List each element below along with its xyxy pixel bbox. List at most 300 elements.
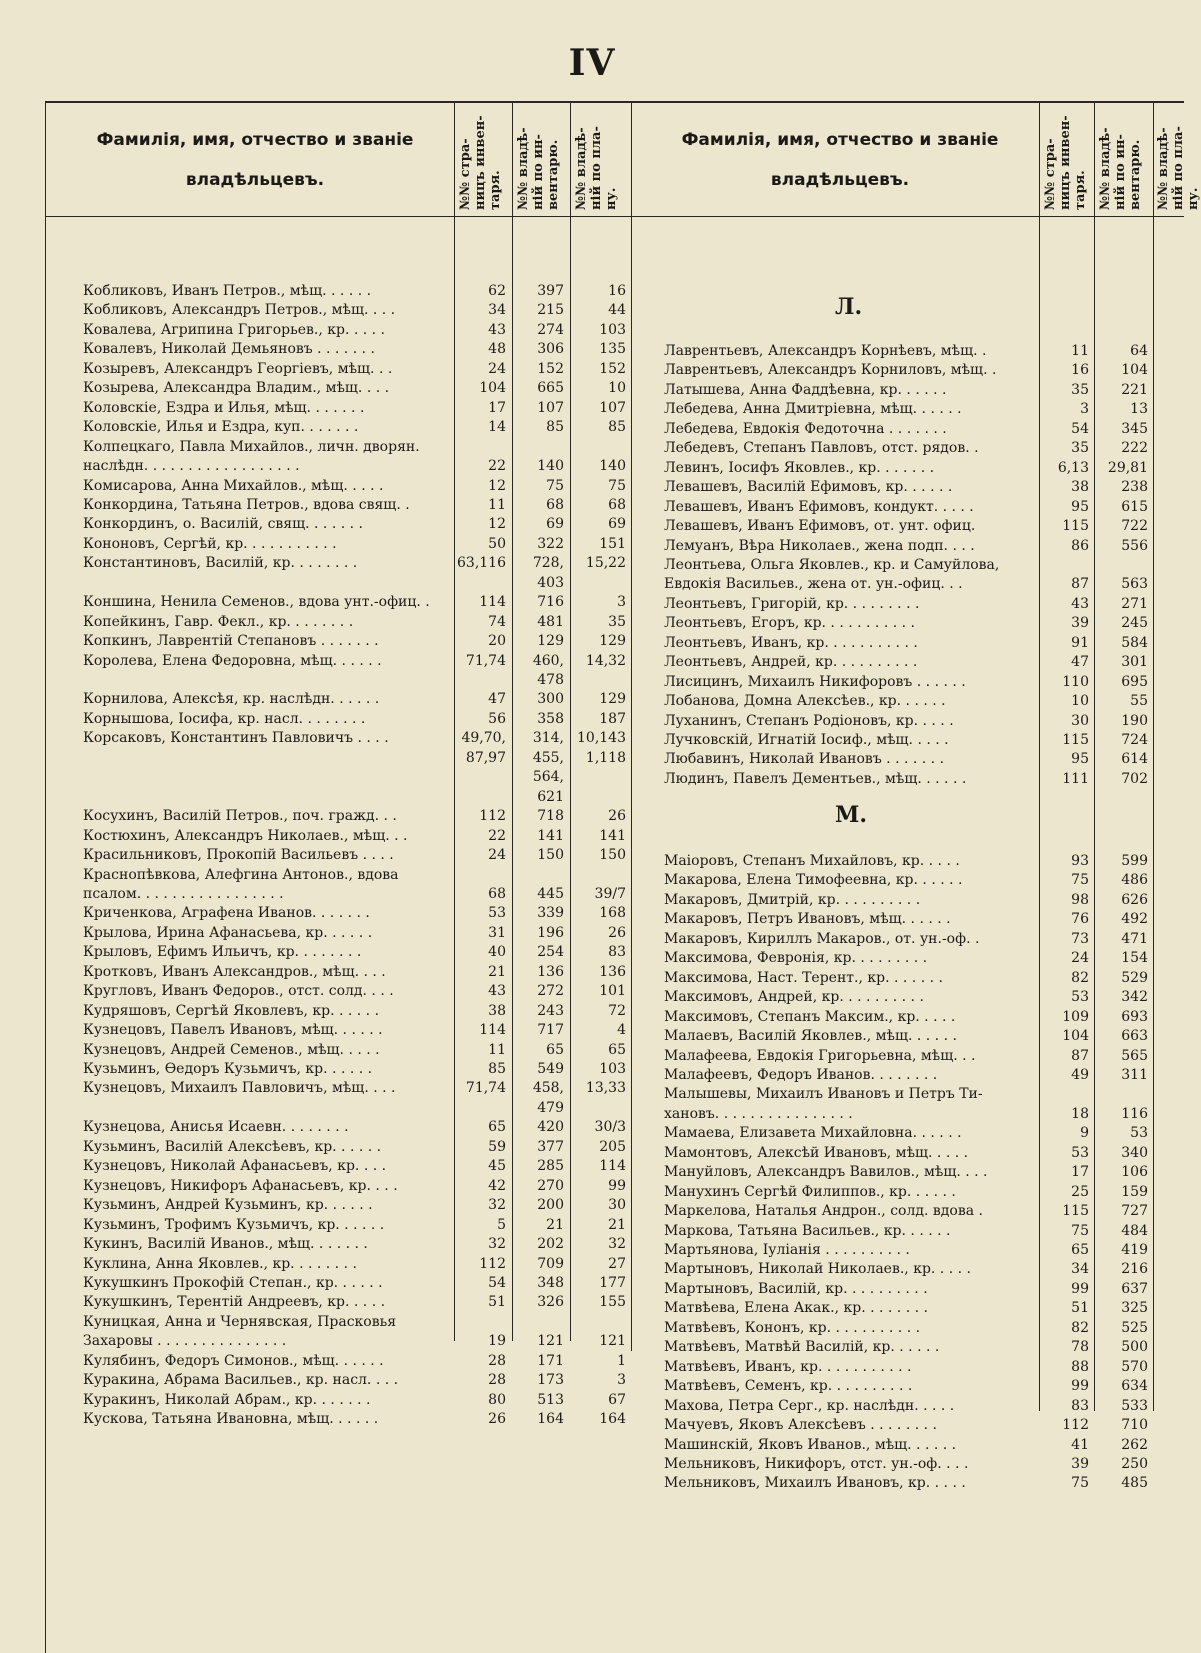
inventory-holding-number: 216 — [1121, 1261, 1148, 1278]
inventory-holding-number: 445 — [537, 885, 564, 902]
owner-name: Козырева, Александра Владим., мѣщ. . . . — [83, 380, 390, 397]
plan-holding-number: 136 — [599, 963, 626, 980]
inventory-holding-number: 272 — [537, 983, 564, 1000]
inventory-holding-number: 13 — [1130, 401, 1148, 418]
inventory-holding-number: 322 — [537, 535, 564, 552]
owner-name: Кузьминъ, Василій Алексѣевъ, кр. . . . . . — [83, 1138, 382, 1155]
inventory-holding-number: 262 — [1121, 1436, 1148, 1453]
inventory-holding-number: 342 — [1121, 989, 1148, 1006]
owner-name: Кобликовъ, Иванъ Петров., мѣщ. . . . . . — [83, 283, 372, 299]
inventory-holding-number: 274 — [537, 321, 564, 338]
inventory-page-number: 9 — [1080, 1125, 1089, 1142]
owner-name: Константиновъ, Василій, кр. . . . . . . . — [83, 555, 358, 572]
inventory-holding-number: 481 — [537, 613, 564, 630]
inventory-page-number: 53 — [1071, 989, 1089, 1006]
inventory-holding-number: 397 — [537, 283, 564, 299]
inventory-holding-number: 460, — [532, 652, 564, 669]
inventory-holding-number: 615 — [1121, 498, 1148, 515]
plan-holding-number: 103 — [599, 321, 626, 338]
inventory-page-number: 42 — [488, 1177, 506, 1194]
inventory-page-number: 30 — [1071, 712, 1089, 729]
owner-name: Людинъ, Павелъ Дементьев., мѣщ. . . . . . — [664, 770, 967, 787]
inventory-holding-number: 202 — [537, 1236, 564, 1253]
owner-name: Манухинъ Сергѣй Филиппов., кр. . . . . . — [664, 1183, 956, 1200]
plan-holding-number: 75 — [608, 477, 626, 494]
owner-name: Маіоровъ, Степанъ Михайловъ, кр. . . . . — [664, 853, 960, 869]
owner-name: Макаровъ, Петръ Ивановъ, мѣщ. . . . . . — [664, 911, 951, 928]
inventory-holding-number: 693 — [1121, 1008, 1148, 1025]
owner-name: Малафеевъ, Федоръ Иванов. . . . . . . . — [664, 1066, 938, 1083]
inventory-holding-number: 326 — [537, 1294, 564, 1311]
inventory-page-number: 39 — [1071, 1455, 1089, 1472]
inventory-holding-number: 339 — [537, 905, 564, 922]
owner-name: наслѣдн. . . . . . . . . . . . . . . . . . — [83, 458, 300, 475]
plan-holding-number: 72 — [608, 1002, 626, 1019]
inventory-page-number: 53 — [488, 905, 506, 922]
inventory-holding-number: 695 — [1121, 673, 1148, 690]
inventory-page-number: 110 — [1062, 673, 1089, 690]
inventory-page-number: 111 — [1062, 770, 1089, 787]
inventory-holding-number: 584 — [1121, 634, 1148, 651]
owner-name: Конкордина, Татьяна Петров., вдова свящ. . — [83, 496, 410, 513]
plan-holding-number: 15,22 — [585, 555, 626, 572]
inventory-holding-number: 340 — [1121, 1144, 1148, 1161]
inventory-holding-number: 717 — [537, 1022, 564, 1039]
inventory-holding-number: 106 — [1121, 1164, 1148, 1181]
inventory-page-number: 114 — [479, 594, 506, 611]
plan-holding-number: 85 — [608, 419, 626, 436]
owner-name: Левашевъ, Иванъ Ефимовъ, от. унт. офиц. — [664, 518, 976, 535]
inventory-holding-number: 564, — [532, 769, 564, 786]
inventory-holding-number: 159 — [1121, 1183, 1148, 1200]
inventory-holding-number: 301 — [1121, 654, 1148, 671]
owner-name: Коловскіе, Илья и Ездра, куп. . . . . . . — [83, 419, 359, 436]
inventory-page-number: 34 — [488, 302, 506, 319]
inventory-page-number: 17 — [1071, 1164, 1089, 1181]
inventory-holding-number: 245 — [1121, 615, 1148, 632]
inventory-holding-number: 702 — [1121, 770, 1148, 787]
plan-holding-number: 10,143 — [577, 730, 626, 747]
plan-holding-number: 83 — [608, 944, 626, 961]
section-letter-l: Л. — [835, 294, 863, 320]
owner-name: Мельниковъ, Никифоръ, отст. ун.-оф. . . . — [664, 1455, 969, 1472]
inventory-page-number: 43 — [488, 321, 506, 338]
inventory-holding-number: 533 — [1121, 1397, 1148, 1414]
inventory-page-number: 88 — [1071, 1358, 1089, 1375]
inventory-page-number: 75 — [1071, 1222, 1089, 1239]
inventory-page-number: 32 — [488, 1197, 506, 1214]
inventory-page-number: 71,74 — [465, 652, 506, 669]
plan-holding-number: 1 — [617, 1352, 626, 1369]
owner-name: Костюхинъ, Александръ Николаев., мѣщ. . . — [83, 827, 408, 844]
inventory-holding-number: 525 — [1121, 1319, 1148, 1336]
owner-name: Корнилова, Алексѣя, кр. наслѣдн. . . . . . — [83, 691, 380, 708]
plan-holding-number: 114 — [599, 1158, 626, 1175]
owner-name: Куракинъ, Николай Абрам., кр. . . . . . . — [83, 1391, 371, 1408]
owner-name: Крылова, Ирина Афанасьева, кр. . . . . . — [83, 924, 373, 941]
inventory-page-number: 22 — [488, 827, 506, 844]
inventory-page-number: 115 — [1062, 518, 1089, 535]
plan-holding-number: 205 — [599, 1138, 626, 1155]
plan-holding-number: 187 — [599, 710, 626, 727]
owner-name: Корнышова, Іосифа, кр. насл. . . . . . . . — [83, 710, 366, 727]
owner-name: Мельниковъ, Михаилъ Ивановъ, кр. . . . . — [664, 1475, 966, 1492]
inventory-page-number: 43 — [1071, 595, 1089, 612]
owner-name: Лаврентьевъ, Александръ Корниловъ, мѣщ. . — [664, 362, 997, 379]
inventory-holding-number: 718 — [537, 808, 564, 825]
inventory-holding-number: 403 — [537, 574, 564, 591]
owner-name: Колпецкаго, Павла Михайлов., личн. дворян. — [83, 438, 420, 455]
owner-name: Кузьминъ, Ѳедоръ Кузьмичъ, кр. . . . . . — [83, 1061, 373, 1077]
inventory-holding-number: 455, — [532, 749, 564, 766]
owner-name: Маркова, Татьяна Васильев., кр. . . . . . — [664, 1222, 951, 1239]
inventory-page-number: 54 — [1071, 420, 1089, 437]
header-right-col-inventory: №№ владѣ- ній по ин- вентарю. — [1098, 127, 1143, 210]
plan-holding-number: 30/3 — [594, 1119, 626, 1136]
header-right-col-pages: №№ стра- ницъ инвен- таря. — [1043, 115, 1088, 210]
inventory-page-number: 21 — [488, 963, 506, 980]
header-bottom-rule — [45, 216, 1184, 217]
inventory-holding-number: 314, — [532, 730, 564, 747]
owner-name: Матвѣевъ, Матвѣй Василій, кр. . . . . . — [664, 1339, 940, 1356]
inventory-holding-number: 121 — [537, 1333, 564, 1350]
plan-holding-number: 44 — [608, 302, 626, 319]
inventory-page-number: 56 — [488, 710, 506, 727]
owner-name: Любавинъ, Николай Ивановъ . . . . . . . — [664, 751, 945, 768]
plan-holding-number: 10 — [608, 380, 626, 397]
owner-name: Мануйловъ, Александръ Вавилов., мѣщ. . . . — [664, 1164, 988, 1181]
inventory-page-number: 71,74 — [465, 1080, 506, 1097]
inventory-holding-number: 221 — [1121, 381, 1148, 398]
inventory-page-number: 112 — [479, 1255, 506, 1272]
owner-name: Куницкая, Анна и Чернявская, Прасковья — [83, 1313, 397, 1330]
page-number: IV — [568, 42, 616, 84]
header-col-inventory: №№ владѣ- ній по ин- вентарю. — [516, 127, 561, 210]
inventory-page-number: 28 — [488, 1352, 506, 1369]
plan-holding-number: 1,118 — [585, 749, 626, 766]
inventory-holding-number: 728, — [532, 555, 564, 572]
inventory-page-number: 104 — [479, 380, 506, 397]
owner-name: Кукушкинъ, Терентій Андреевъ, кр. . . . . — [83, 1294, 386, 1311]
owner-name: Куклина, Анна Яковлев., кр. . . . . . . . — [83, 1255, 357, 1272]
inventory-page-number: 40 — [488, 944, 506, 961]
inventory-page-number: 83 — [1071, 1397, 1089, 1414]
inventory-page-number: 87,97 — [465, 749, 506, 766]
header-right-col-plan: №№ владѣ- ній по пла- ну. — [1156, 126, 1201, 210]
inventory-holding-number: 136 — [537, 963, 564, 980]
owner-name: Кускова, Татьяна Ивановна, мѣщ. . . . . . — [83, 1411, 379, 1428]
inventory-holding-number: 563 — [1121, 576, 1148, 593]
inventory-holding-number: 556 — [1121, 537, 1148, 554]
header-col-pages: №№ стра- ницъ инвен- таря. — [458, 115, 503, 210]
owner-name: Леонтьевъ, Иванъ, кр. . . . . . . . . . . — [664, 634, 918, 651]
inventory-holding-number: 710 — [1121, 1417, 1148, 1434]
inventory-holding-number: 68 — [546, 496, 564, 513]
plan-holding-number: 67 — [608, 1391, 626, 1408]
owner-name: Левашевъ, Василій Ефимовъ, кр. . . . . . — [664, 479, 953, 496]
left-header-title: Фамилія, имя, отчество и званіе владѣльцевъ. — [96, 130, 414, 190]
owner-name: Краснопѣвкова, Алефгина Антонов., вдова — [83, 866, 399, 883]
inventory-holding-number: 140 — [537, 458, 564, 475]
owner-name: Леонтьевъ, Андрей, кр. . . . . . . . . . — [664, 654, 918, 671]
inventory-holding-number: 722 — [1121, 518, 1148, 535]
owner-name: Максимовъ, Степанъ Максим., кр. . . . . — [664, 1008, 956, 1025]
inventory-holding-number: 486 — [1121, 872, 1148, 889]
inventory-page-number: 65 — [1071, 1242, 1089, 1258]
owner-name: Кузнецовъ, Андрей Семенов., мѣщ. . . . . — [83, 1041, 380, 1058]
owner-name: Матвѣева, Елена Акак., кр. . . . . . . . — [664, 1300, 928, 1317]
inventory-page-number: 53 — [1071, 1144, 1089, 1161]
inventory-page-number: 24 — [488, 847, 506, 864]
inventory-page-number: 12 — [488, 477, 506, 494]
owner-name: Кротковъ, Иванъ Александров., мѣщ. . . . — [83, 963, 386, 980]
inventory-holding-number: 325 — [1121, 1300, 1148, 1317]
inventory-holding-number: 196 — [537, 924, 564, 941]
owner-name: Косухинъ, Василій Петров., поч. гражд. . . — [83, 808, 397, 825]
inventory-holding-number: 306 — [537, 341, 564, 358]
inventory-holding-number: 69 — [546, 516, 564, 533]
inventory-holding-number: 471 — [1121, 930, 1148, 947]
inventory-holding-number: 152 — [537, 360, 564, 377]
plan-holding-number: 69 — [608, 516, 626, 533]
inventory-holding-number: 549 — [537, 1061, 564, 1077]
inventory-holding-number: 345 — [1121, 420, 1148, 437]
inventory-page-number: 76 — [1071, 911, 1089, 928]
owner-name: Королева, Елена Федоровна, мѣщ. . . . . . — [83, 652, 382, 669]
owner-name: Максимова, Февронія, кр. . . . . . . . . — [664, 950, 928, 967]
owner-name: Мамаева, Елизавета Михайловна. . . . . . — [664, 1125, 962, 1142]
left-border — [45, 101, 46, 1653]
plan-holding-number: 26 — [608, 808, 626, 825]
owner-name: Кудряшовъ, Сергѣй Яковлевъ, кр. . . . . . — [83, 1002, 380, 1019]
inventory-holding-number: 529 — [1121, 969, 1148, 986]
owner-name: Кобликовъ, Александръ Петров., мѣщ. . . . — [83, 302, 396, 319]
inventory-page-number: 65 — [488, 1119, 506, 1136]
owner-name: Луханинъ, Степанъ Родіоновъ, кр. . . . . — [664, 712, 954, 729]
inventory-holding-number: 173 — [537, 1372, 564, 1389]
owner-name: Лисицинъ, Михаилъ Никифоровъ . . . . . . — [664, 673, 966, 690]
inventory-page-number: 18 — [1071, 1105, 1089, 1122]
inventory-holding-number: 637 — [1121, 1280, 1148, 1297]
inventory-holding-number: 270 — [537, 1177, 564, 1194]
inventory-page-number: 16 — [1071, 362, 1089, 379]
plan-holding-number: 65 — [608, 1041, 626, 1058]
plan-holding-number: 129 — [599, 633, 626, 650]
inventory-holding-number: 85 — [546, 419, 564, 436]
plan-holding-number: 13,33 — [585, 1080, 626, 1097]
owner-name: Леонтьевъ, Егоръ, кр. . . . . . . . . . . — [664, 615, 915, 632]
inventory-page-number: 20 — [488, 633, 506, 650]
owner-name: Кононовъ, Сергѣй, кр. . . . . . . . . . . — [83, 535, 337, 552]
owner-name: Коншина, Ненила Семенов., вдова унт.-офиц. . — [83, 594, 430, 611]
inventory-holding-number: 500 — [1121, 1339, 1148, 1356]
plan-holding-number: 129 — [599, 691, 626, 708]
inventory-page-number: 54 — [488, 1274, 506, 1291]
owner-name: Кузьминъ, Трофимъ Кузьмичъ, кр. . . . . . — [83, 1216, 385, 1233]
owner-name: Кузнецовъ, Николай Афанасьевъ, кр. . . . — [83, 1158, 387, 1175]
inventory-page-number: 11 — [488, 1041, 506, 1058]
owner-name: Копкинъ, Лаврентій Степановъ . . . . . . . — [83, 633, 379, 650]
inventory-holding-number: 190 — [1121, 712, 1148, 729]
inventory-holding-number: 492 — [1121, 911, 1148, 928]
owner-name: Леонтьевъ, Григорій, кр. . . . . . . . . — [664, 595, 920, 612]
inventory-page-number: 32 — [488, 1236, 506, 1253]
plan-holding-number: 155 — [599, 1294, 626, 1311]
owner-name: Конкординъ, о. Василій, свящ. . . . . . . — [83, 516, 363, 533]
inventory-holding-number: 599 — [1121, 853, 1148, 869]
inventory-holding-number: 478 — [537, 672, 564, 688]
inventory-page-number: 95 — [1071, 751, 1089, 768]
inventory-page-number: 31 — [488, 924, 506, 941]
inventory-holding-number: 53 — [1130, 1125, 1148, 1142]
inventory-holding-number: 116 — [1121, 1105, 1148, 1122]
owner-name: Коловскіе, Ездра и Илья, мѣщ. . . . . . . — [83, 399, 365, 416]
inventory-holding-number: 663 — [1121, 1028, 1148, 1045]
owner-name: Куракина, Абрама Васильев., кр. насл. . . . — [83, 1372, 399, 1389]
owner-name: Левинъ, Іосифъ Яковлев., кр. . . . . . . — [664, 459, 935, 476]
inventory-page-number: 85 — [488, 1061, 506, 1077]
owner-name: Кулябинъ, Федоръ Симонов., мѣщ. . . . . . — [83, 1352, 384, 1369]
inventory-holding-number: 65 — [546, 1041, 564, 1058]
inventory-page-number: 49,70, — [461, 730, 506, 747]
inventory-page-number: 51 — [488, 1294, 506, 1311]
owner-name: Копейкинъ, Гавр. Фекл., кр. . . . . . . . — [83, 613, 354, 630]
owner-name: Латышева, Анна Фаддѣевна, кр. . . . . . — [664, 381, 947, 398]
inventory-page-number: 99 — [1071, 1280, 1089, 1297]
inventory-page-number: 35 — [1071, 440, 1089, 457]
plan-holding-number: 121 — [599, 1333, 626, 1350]
inventory-page-number: 43 — [488, 983, 506, 1000]
inventory-holding-number: 621 — [537, 788, 564, 805]
owner-name: Матвѣевъ, Иванъ, кр. . . . . . . . . . . — [664, 1358, 912, 1375]
plan-holding-number: 101 — [599, 983, 626, 1000]
inventory-page-number: 68 — [488, 885, 506, 902]
inventory-page-number: 82 — [1071, 969, 1089, 986]
inventory-holding-number: 479 — [537, 1099, 564, 1116]
owner-name: Макаровъ, Дмитрій, кр. . . . . . . . . . — [664, 891, 921, 908]
plan-holding-number: 35 — [608, 613, 626, 630]
inventory-page-number: 86 — [1071, 537, 1089, 554]
plan-holding-number: 151 — [599, 535, 626, 552]
owner-name: Кругловъ, Иванъ Федоров., отст. солд. . . . — [83, 983, 394, 1000]
owner-name: Лаврентьевъ, Александръ Корнѣевъ, мѣщ. . — [664, 343, 987, 359]
table-top-rule — [45, 101, 1184, 103]
inventory-page-number: 12 — [488, 516, 506, 533]
inventory-holding-number: 271 — [1121, 595, 1148, 612]
owner-name: Максимовъ, Андрей, кр. . . . . . . . . . — [664, 989, 924, 1006]
plan-holding-number: 3 — [617, 1372, 626, 1389]
inventory-holding-number: 484 — [1121, 1222, 1148, 1239]
owner-name: псалом. . . . . . . . . . . . . . . . . — [83, 885, 284, 902]
plan-holding-number: 30 — [608, 1197, 626, 1214]
inventory-page-number: 14 — [488, 419, 506, 436]
inventory-page-number: 82 — [1071, 1319, 1089, 1336]
plan-holding-number: 177 — [599, 1274, 626, 1291]
inventory-page-number: 112 — [479, 808, 506, 825]
inventory-holding-number: 570 — [1121, 1358, 1148, 1375]
inventory-page-number: 59 — [488, 1138, 506, 1155]
owner-name: Мартыновъ, Василій, кр. . . . . . . . . . — [664, 1280, 928, 1297]
inventory-page-number: 48 — [488, 341, 506, 358]
inventory-page-number: 87 — [1071, 1047, 1089, 1064]
col-rule-middle — [631, 101, 632, 1351]
inventory-page-number: 28 — [488, 1372, 506, 1389]
inventory-holding-number: 458, — [532, 1080, 564, 1097]
plan-holding-number: 39/7 — [594, 885, 626, 902]
inventory-holding-number: 200 — [537, 1197, 564, 1214]
inventory-page-number: 99 — [1071, 1378, 1089, 1395]
owner-name: Кузнецовъ, Михаилъ Павловичъ, мѣщ. . . . — [83, 1080, 396, 1097]
inventory-holding-number: 171 — [537, 1352, 564, 1369]
inventory-holding-number: 104 — [1121, 362, 1148, 379]
inventory-page-number: 114 — [479, 1022, 506, 1039]
owner-name: Мартьянова, Іуліанія . . . . . . . . . . — [664, 1242, 910, 1258]
inventory-holding-number: 716 — [537, 594, 564, 611]
inventory-holding-number: 634 — [1121, 1378, 1148, 1395]
plan-holding-number: 21 — [608, 1216, 626, 1233]
inventory-holding-number: 377 — [537, 1138, 564, 1155]
owner-name: Малафеева, Евдокія Григорьевна, мѣщ. . . — [664, 1047, 976, 1064]
inventory-page-number: 115 — [1062, 732, 1089, 748]
inventory-holding-number: 358 — [537, 710, 564, 727]
inventory-holding-number: 300 — [537, 691, 564, 708]
inventory-holding-number: 64 — [1130, 343, 1148, 359]
owner-name: Лемуанъ, Вѣра Николаев., жена подп. . . . — [664, 537, 975, 554]
inventory-page-number: 38 — [488, 1002, 506, 1019]
header-col-plan: №№ владѣ- ній по пла- ну. — [574, 126, 619, 210]
inventory-holding-number: 164 — [537, 1411, 564, 1428]
inventory-holding-number: 420 — [537, 1119, 564, 1136]
inventory-page-number: 3 — [1080, 401, 1089, 418]
inventory-holding-number: 222 — [1121, 440, 1148, 457]
inventory-holding-number: 215 — [537, 302, 564, 319]
plan-holding-number: 135 — [599, 341, 626, 358]
owner-name: Кузнецова, Анисья Исаевн. . . . . . . . — [83, 1119, 349, 1136]
plan-holding-number: 164 — [599, 1411, 626, 1428]
inventory-page-number: 10 — [1071, 693, 1089, 710]
inventory-page-number: 6,13 — [1057, 459, 1089, 476]
plan-holding-number: 68 — [608, 496, 626, 513]
inventory-page-number: 47 — [488, 691, 506, 708]
inventory-holding-number: 724 — [1121, 732, 1148, 748]
right-header-title: Фамилія, имя, отчество и званіе владѣльцевъ. — [681, 130, 999, 190]
owner-name: Лебедева, Евдокія Федоточна . . . . . . . — [664, 420, 947, 437]
inventory-holding-number: 665 — [537, 380, 564, 397]
plan-holding-number: 3 — [617, 594, 626, 611]
inventory-page-number: 112 — [1062, 1417, 1089, 1434]
plan-holding-number: 103 — [599, 1061, 626, 1077]
owner-name: Матвѣевъ, Кононъ, кр. . . . . . . . . . . — [664, 1319, 921, 1336]
owner-name: Кузьминъ, Андрей Кузьминъ, кр. . . . . . — [83, 1197, 373, 1214]
owner-name: Кузнецовъ, Никифоръ Афанасьевъ, кр. . . . — [83, 1177, 398, 1194]
inventory-page-number: 62 — [488, 283, 506, 299]
owner-name: Крыловъ, Ефимъ Ильичъ, кр. . . . . . . . — [83, 944, 362, 961]
inventory-holding-number: 254 — [537, 944, 564, 961]
inventory-page-number: 17 — [488, 399, 506, 416]
plan-holding-number: 99 — [608, 1177, 626, 1194]
owner-name: Малаевъ, Василій Яковлев., мѣщ. . . . . . — [664, 1028, 957, 1045]
owner-name: Малышевы, Михаилъ Ивановъ и Петръ Ти- — [664, 1086, 983, 1103]
owner-name: Захаровы . . . . . . . . . . . . . . . — [83, 1333, 287, 1350]
inventory-page-number: 109 — [1062, 1008, 1089, 1025]
inventory-holding-number: 238 — [1121, 479, 1148, 496]
inventory-page-number: 39 — [1071, 615, 1089, 632]
inventory-page-number: 24 — [488, 360, 506, 377]
inventory-page-number: 104 — [1062, 1028, 1089, 1045]
inventory-page-number: 91 — [1071, 634, 1089, 651]
inventory-page-number: 51 — [1071, 1300, 1089, 1317]
inventory-holding-number: 141 — [537, 827, 564, 844]
